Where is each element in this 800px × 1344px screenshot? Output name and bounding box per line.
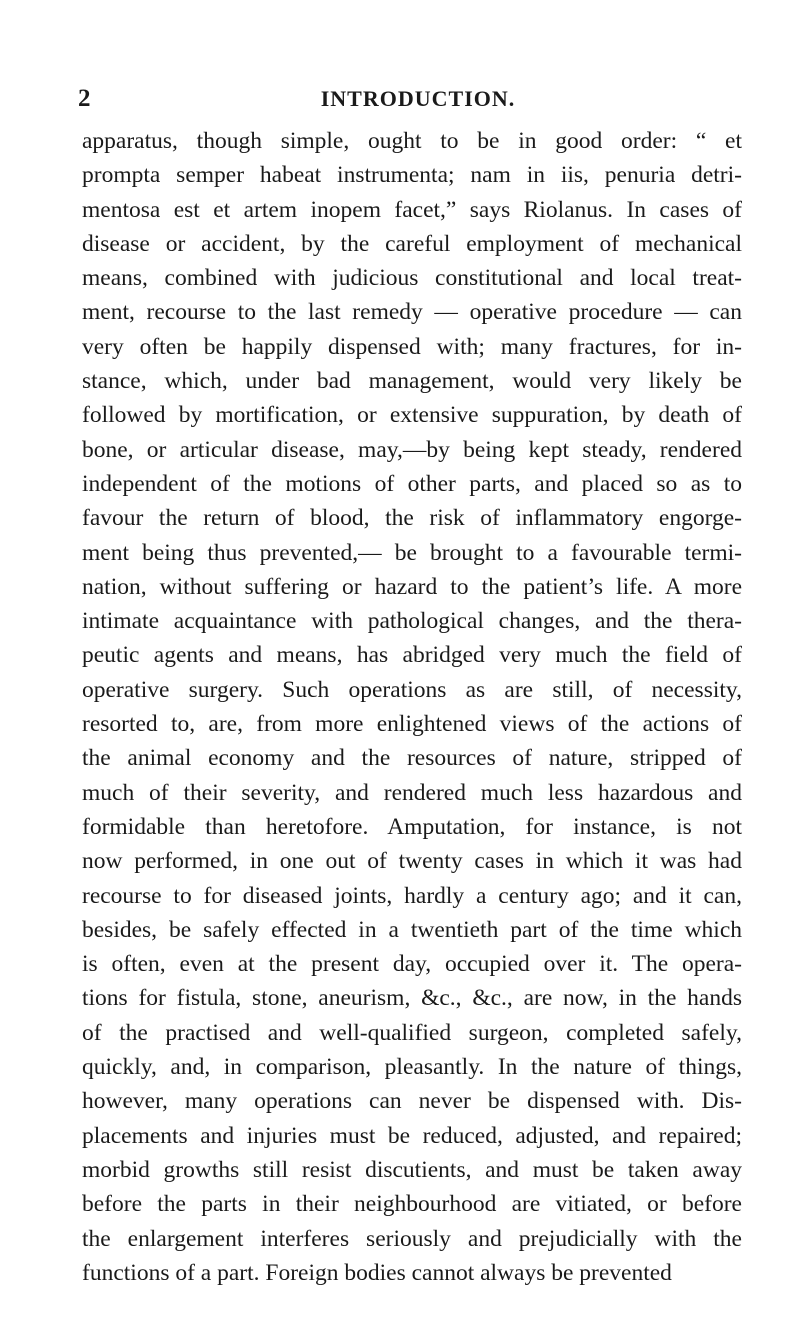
text-line: morbid growths still resist discutients, and must be taken away	[82, 1156, 742, 1183]
text-line: resorted to, are, from more enlightened views of the actions of	[82, 711, 742, 738]
text-line: quickly, and, in comparison, pleasantly. In the nature of things,	[82, 1054, 742, 1081]
text-line: before the parts in their neighbourhood are vitiated, or before	[82, 1191, 742, 1218]
running-title: INTRODUCTION.	[320, 86, 516, 111]
running-head	[78, 84, 758, 116]
text-line: ment, recourse to the last remedy — operative procedure — can	[82, 299, 742, 326]
page-number: 2	[78, 85, 91, 112]
text-line: ment being thus prevented,— be brought to a favourable termi-	[82, 539, 742, 566]
text-line: means, combined with judicious constitutional and local treat-	[82, 265, 742, 292]
text-line: operative surgery. Such operations as are still, of necessity,	[82, 676, 742, 703]
text-line: the animal economy and the resources of nature, stripped of	[82, 745, 742, 772]
text-line: recourse to for diseased joints, hardly a century ago; and it can,	[82, 882, 742, 909]
text-line: much of their severity, and rendered much less hazardous and	[82, 779, 742, 806]
text-line: peutic agents and means, has abridged very much the field of	[82, 642, 742, 669]
text-line: of the practised and well-qualified surgeon, completed safely,	[82, 1019, 742, 1046]
text-line: formidable than heretofore. Amputation, for instance, is not	[82, 813, 742, 840]
text-line: disease or accident, by the careful employment of mechanical	[82, 230, 742, 257]
text-line: besides, be safely effected in a twentieth part of the time which	[82, 916, 742, 943]
text-line: prompta semper habeat instrumenta; nam in iis, penuria detri-	[82, 162, 742, 189]
text-line: apparatus, though simple, ought to be in good order: “ et	[82, 128, 742, 154]
text-line: is often, even at the present day, occupied over it. The opera-	[82, 951, 742, 978]
text-line: nation, without suffering or hazard to the patient’s life. A more	[82, 573, 742, 600]
text-line: very often be happily dispensed with; many fractures, for in-	[82, 333, 742, 360]
text-line: favour the return of blood, the risk of inflammatory engorge-	[82, 505, 742, 532]
text-line: stance, which, under bad management, would very likely be	[82, 368, 742, 395]
text-line: bone, or articular disease, may,—by being kept steady, rendered	[82, 436, 742, 463]
text-line: mentosa est et artem inopem facet,” says Riolanus. In cases of	[82, 196, 742, 223]
text-line: functions of a part. Foreign bodies cannot always be prevented	[82, 1259, 672, 1286]
text-line: independent of the motions of other parts, and placed so as to	[82, 470, 742, 497]
text-line: intimate acquaintance with pathological changes, and the thera-	[82, 608, 742, 635]
text-line: placements and injuries must be reduced, adjusted, and repaired;	[82, 1122, 742, 1149]
text-line: however, many operations can never be dispensed with. Dis-	[82, 1088, 742, 1115]
body-paragraph	[82, 124, 742, 1290]
text-line: now performed, in one out of twenty cases in which it was had	[82, 848, 742, 875]
text-line: followed by mortification, or extensive suppuration, by death of	[82, 402, 742, 429]
text-line: the enlargement interferes seriously and prejudicially with the	[82, 1225, 742, 1252]
text-line: tions for fistula, stone, aneurism, &c., &c., are now, in the hands	[82, 985, 742, 1012]
